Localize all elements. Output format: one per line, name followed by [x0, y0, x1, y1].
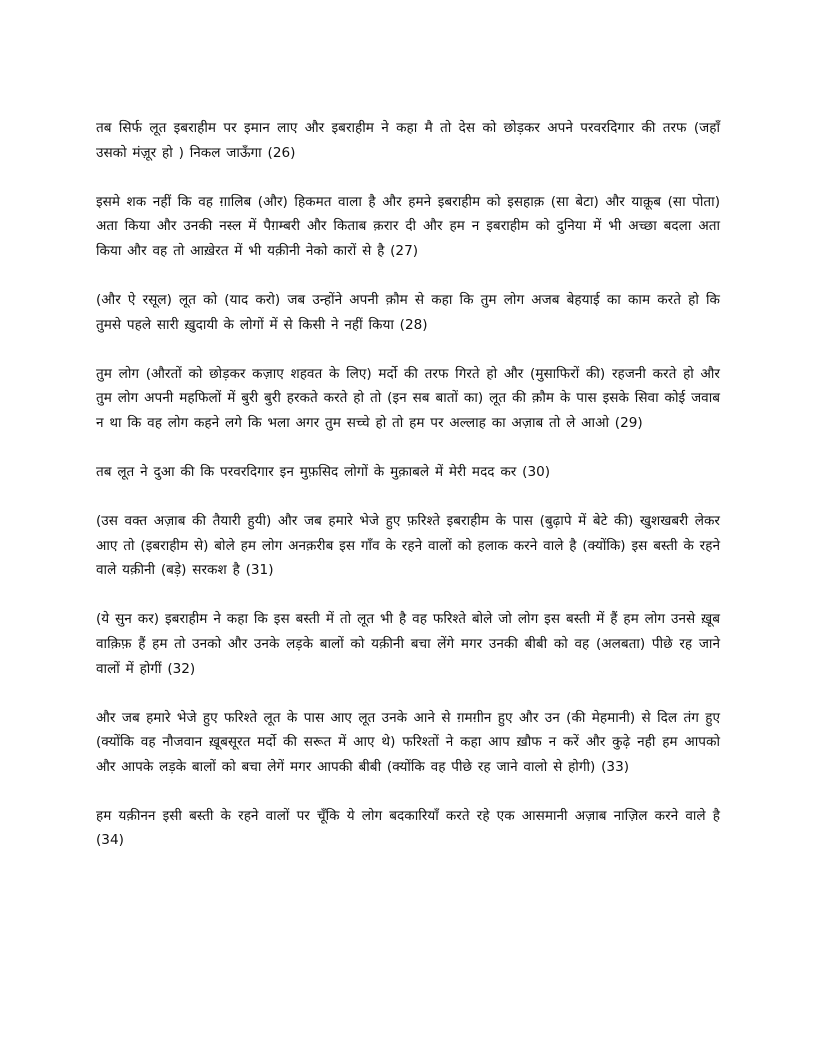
verse-34: हम यक़ीनन इसी बस्ती के रहने वालों पर चूँकि ये लोग बदकारियाँ करते रहे एक आसमानी अज़ाब नाज़िल करने वाले है (34): [96, 807, 720, 849]
verse-30: तब लूत ने दुआ की कि परवरदिगार इन मुफ़सिद लोगों के मुक़ाबले में मेरी मदद कर (30): [96, 463, 551, 480]
verse-32: (ये सुन कर) इबराहीम ने कहा कि इस बस्ती में तो लूत भी है वह फरिश्ते बोले जो लोग इस बस्ती में हैं हम लोग उनसे ख़ूब वाक़िफ़ हैं हम तो उनको और उनके लड़के बालों को यक़ीनी बचा लेंगे मगर उनकी बीबी को वह (अलबता) पीछे रह जाने वालों में होगीं (32): [96, 611, 720, 677]
verse-27: इसमे शक नहीं कि वह ग़ालिब (और) हिकमत वाला है और हमने इबराहीम को इसहाक़ (सा बेटा) और याक़ूब (सा पोता) अता किया और उनकी नस्ल में पैग़म्बरी और किताब क़रार दी और हम न इबराहीम को दुनिया में भी अच्छा बदला अता किया और वह तो आख़ेरत में भी यक़ीनी नेको कारों से है (27): [96, 193, 720, 259]
verse-29: तुम लोग (औरतों को छोड़कर कज़ाए शहवत के लिए) मर्दो की तरफ गिरते हो और (मुसाफिरों की) रहजनी करते हो और तुम लोग अपनी महफिलों में बुरी बुरी हरकते करते हो तो (इन सब बातों का) लूत की क़ौम के पास इसके सिवा कोई जवाब न था कि वह लोग कहने लगे कि भला अगर तुम सच्चे हो तो हम पर अल्लाह का अज़ाब तो ले आओ (29): [96, 365, 720, 431]
verse-list: [96, 116, 720, 878]
verse-33: और जब हमारे भेजे हुए फरिश्ते लूत के पास आए लूत उनके आने से ग़मग़ीन हुए और उन (की मेहमानी) से दिल तंग हुए (क्योंकि वह नौजवान ख़ूबसूरत मर्दो की सरूत में आए थे) फरिश्तों ने कहा आप ख़ौफ न करें और कुढ़े नही हम आपको और आपके लड़के बालों को बचा लेगें मगर आपकी बीबी (क्योंकि वह पीछे रह जाने वालो से होगी) (33): [96, 709, 720, 775]
verse-31: (उस वक्त अज़ाब की तैयारी हुयी) और जब हमारे भेजे हुए फ़रिश्ते इबराहीम के पास (बुढ़ापे में बेटे की) खुशखबरी लेकर आए तो (इबराहीम से) बोले हम लोग अनक़रीब इस गाँव के रहने वालों को हलाक करने वाले है (क्योंकि) इस बस्ती के रहने वाले यक़ीनी (बड़े) सरकश है (31): [96, 513, 720, 579]
verse-28: (और ऐ रसूल) लूत को (याद करो) जब उन्होंने अपनी क़ौम से कहा कि तुम लोग अजब बेहयाई का काम करते हो कि तुमसे पहले सारी ख़ुदायी के लोगों में से किसी ने नहीं किया (28): [96, 291, 720, 333]
verse-26: तब सिर्फ लूत इबराहीम पर इमान लाए और इबराहीम ने कहा मै तो देस को छोड़कर अपने परवरदिगार की तरफ (जहाँ उसको मंज़ूर हो ) निकल जाऊँगा (26): [96, 120, 720, 161]
